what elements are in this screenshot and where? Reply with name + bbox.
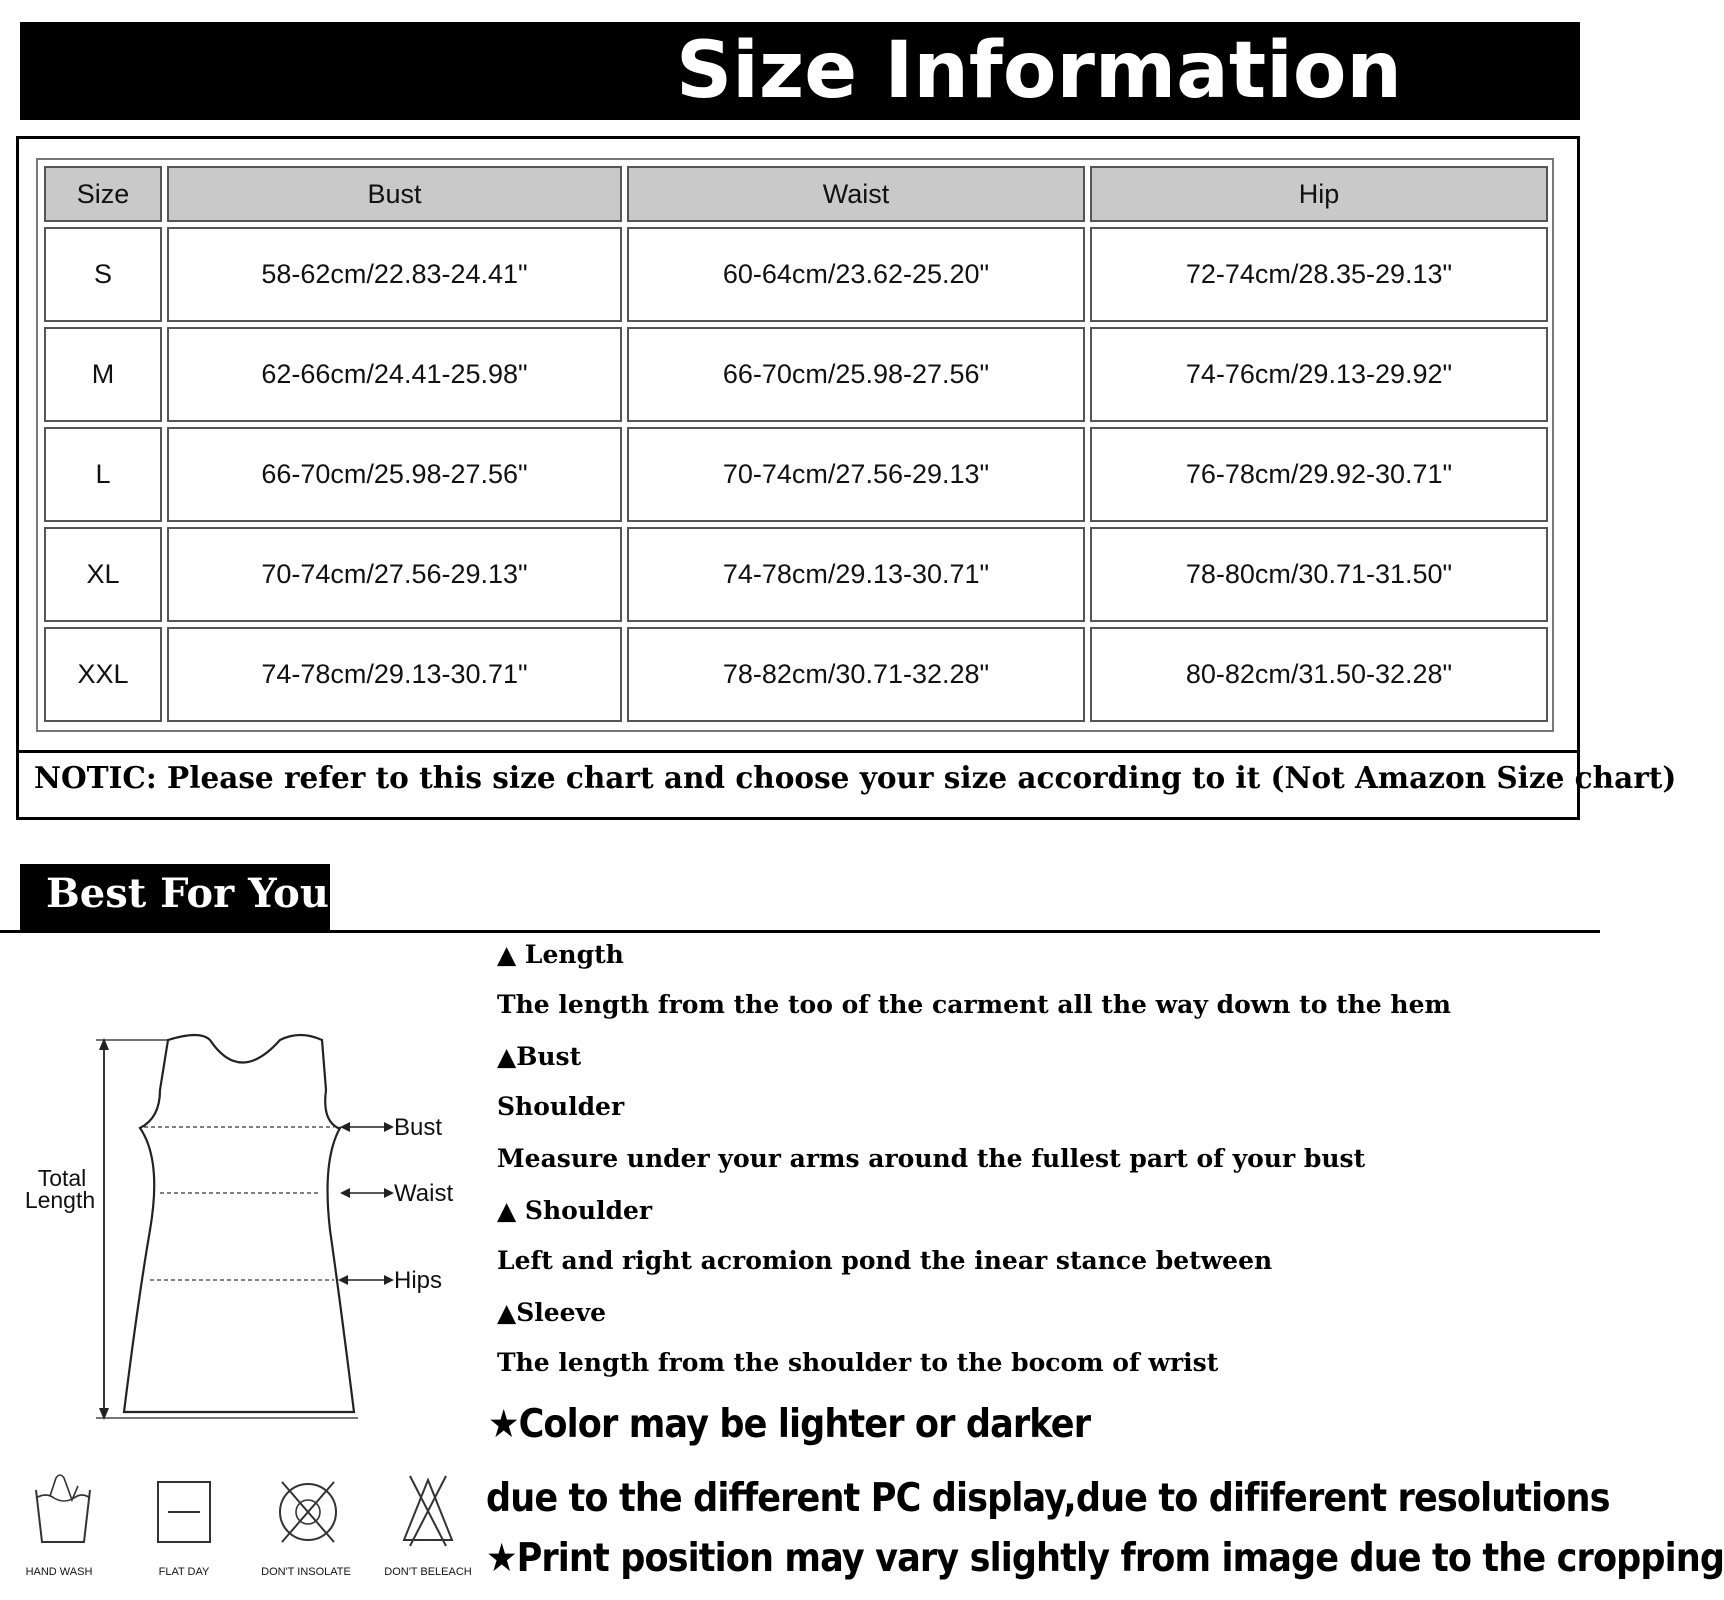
section-divider	[0, 930, 1600, 933]
hip-cell: 74-76cm/29.13-29.92"	[1090, 327, 1548, 422]
do-not-bleach-label: DON'T BELEACH	[384, 1566, 472, 1578]
length-heading: ▲ Length	[497, 940, 624, 969]
do-not-insolate-label: DON'T INSOLATE	[261, 1566, 351, 1578]
bust-cell: 66-70cm/25.98-27.56"	[167, 427, 622, 522]
do-not-bleach-icon	[404, 1476, 452, 1546]
flat-dry-icon	[158, 1482, 210, 1542]
waist-label: Waist	[394, 1180, 454, 1207]
flat-dry-label: FLAT DAY	[158, 1566, 210, 1578]
notice-divider	[16, 750, 1580, 753]
total-length-label: Total	[37, 1165, 87, 1191]
hand-wash-label: HAND WASH	[25, 1566, 93, 1578]
size-table	[39, 161, 1553, 727]
table-row	[44, 427, 1548, 522]
section-title: Best For You	[46, 870, 329, 917]
bust-label: Bust	[394, 1114, 443, 1141]
display-note: due to the different PC display,due to dififerent resolutions	[486, 1476, 1610, 1521]
hip-cell: 76-78cm/29.92-30.71"	[1090, 427, 1548, 522]
bust-cell: 62-66cm/24.41-25.98"	[167, 327, 622, 422]
shoulder-heading: ▲ Shoulder	[497, 1196, 653, 1225]
sleeve-description: The length from the shoulder to the bocom of wrist	[497, 1348, 1219, 1377]
bust-cell: 58-62cm/22.83-24.41"	[167, 227, 622, 322]
print-note: ★Print position may vary slightly from image due to the cropping	[486, 1536, 1724, 1581]
column-header-waist: Waist	[627, 166, 1085, 222]
waist-cell: 78-82cm/30.71-32.28"	[627, 627, 1085, 722]
length-description: The length from the too of the carment all the way down to the hem	[497, 990, 1451, 1019]
waist-cell: 74-78cm/29.13-30.71"	[627, 527, 1085, 622]
hip-cell: 78-80cm/30.71-31.50"	[1090, 527, 1548, 622]
bust-description: Measure under your arms around the fullest part of your bust	[497, 1144, 1366, 1173]
column-header-hip: Hip	[1090, 166, 1548, 222]
color-note: ★Color may be lighter or darker	[488, 1402, 1091, 1447]
page-title: Size Information	[676, 26, 1402, 116]
table-row	[44, 227, 1548, 322]
bust-heading: ▲Bust	[497, 1042, 582, 1071]
size-cell: XL	[44, 527, 162, 622]
waist-cell: 70-74cm/27.56-29.13"	[627, 427, 1085, 522]
size-cell: L	[44, 427, 162, 522]
hip-cell: 72-74cm/28.35-29.13"	[1090, 227, 1548, 322]
hand-wash-icon	[36, 1475, 90, 1542]
sleeve-heading: ▲Sleeve	[497, 1298, 607, 1327]
care-icons	[20, 1470, 480, 1570]
size-cell: XXL	[44, 627, 162, 722]
table-row	[44, 627, 1548, 722]
do-not-insolate-icon	[280, 1482, 336, 1542]
total-length-label: Length	[24, 1187, 96, 1213]
dress-outline-icon	[124, 1035, 354, 1412]
dress-measurement-diagram	[0, 1000, 480, 1440]
table-header-row	[44, 166, 1548, 222]
size-chart-notice: NOTIC: Please refer to this size chart and choose your size according to it (Not Amazon Size chart)	[34, 760, 1677, 795]
waist-cell: 60-64cm/23.62-25.20"	[627, 227, 1085, 322]
column-header-size: Size	[44, 166, 162, 222]
bust-cell: 74-78cm/29.13-30.71"	[167, 627, 622, 722]
shoulder-description: Left and right acromion pond the inear stance between	[497, 1246, 1273, 1275]
size-cell: M	[44, 327, 162, 422]
table-row	[44, 327, 1548, 422]
hip-cell: 80-82cm/31.50-32.28"	[1090, 627, 1548, 722]
hips-label: Hips	[394, 1267, 443, 1294]
table-row	[44, 527, 1548, 622]
waist-cell: 66-70cm/25.98-27.56"	[627, 327, 1085, 422]
shoulder-subheading: Shoulder	[497, 1092, 625, 1121]
column-header-bust: Bust	[167, 166, 622, 222]
size-cell: S	[44, 227, 162, 322]
bust-cell: 70-74cm/27.56-29.13"	[167, 527, 622, 622]
